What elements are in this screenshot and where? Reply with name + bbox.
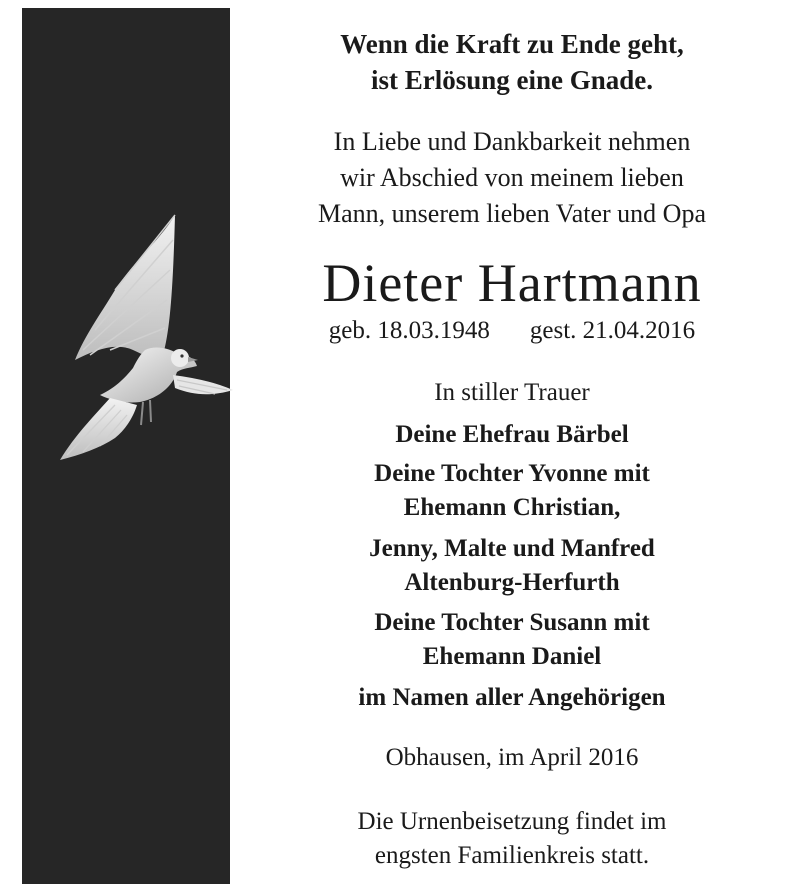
heading-line-1: Wenn die Kraft zu Ende geht, bbox=[340, 29, 684, 59]
mourner-line: Ehemann Daniel bbox=[422, 643, 602, 670]
mourner-entry bbox=[232, 606, 792, 674]
mourner-line: Jenny, Malte und Manfred bbox=[369, 535, 655, 562]
mourner-line: Deine Tochter Yvonne mit bbox=[374, 460, 650, 487]
place-date: Obhausen, im April 2016 bbox=[385, 744, 639, 771]
intro-line-2: wir Abschied von meinem lieben bbox=[340, 163, 684, 192]
funeral-line-2: engsten Familienkreis statt. bbox=[374, 842, 650, 869]
life-dates bbox=[232, 314, 792, 348]
heading-quote bbox=[232, 26, 792, 98]
funeral-info bbox=[232, 805, 792, 873]
mourner-line: im Namen aller Angehörigen bbox=[358, 684, 666, 711]
mourner-line: Altenburg-Herfurth bbox=[404, 569, 620, 596]
death-date: gest. 21.04.2016 bbox=[529, 317, 696, 344]
birth-date: geb. 18.03.1948 bbox=[328, 317, 490, 344]
intro-text bbox=[232, 124, 792, 232]
mourner-entry bbox=[232, 681, 792, 715]
deceased-name: Dieter Hartmann bbox=[322, 253, 702, 313]
intro-line-1: In Liebe und Dankbarkeit nehmen bbox=[333, 127, 691, 156]
mourner-entry bbox=[232, 532, 792, 600]
mourner-line: Deine Tochter Susann mit bbox=[374, 609, 650, 636]
intro-line-3: Mann, unserem lieben Vater und Opa bbox=[318, 199, 706, 228]
mourner-line: Deine Ehefrau Bärbel bbox=[395, 421, 629, 448]
funeral-line-1: Die Urnenbeisetzung findet im bbox=[357, 808, 667, 835]
mourner-entry bbox=[232, 457, 792, 525]
text-column bbox=[232, 0, 792, 889]
heading-line-2: ist Erlösung eine Gnade. bbox=[370, 65, 654, 95]
mourner-line: Ehemann Christian, bbox=[403, 494, 621, 521]
dove-icon bbox=[55, 210, 235, 490]
mourner-entry bbox=[232, 418, 792, 452]
mourning-label: In stiller Trauer bbox=[434, 379, 590, 406]
